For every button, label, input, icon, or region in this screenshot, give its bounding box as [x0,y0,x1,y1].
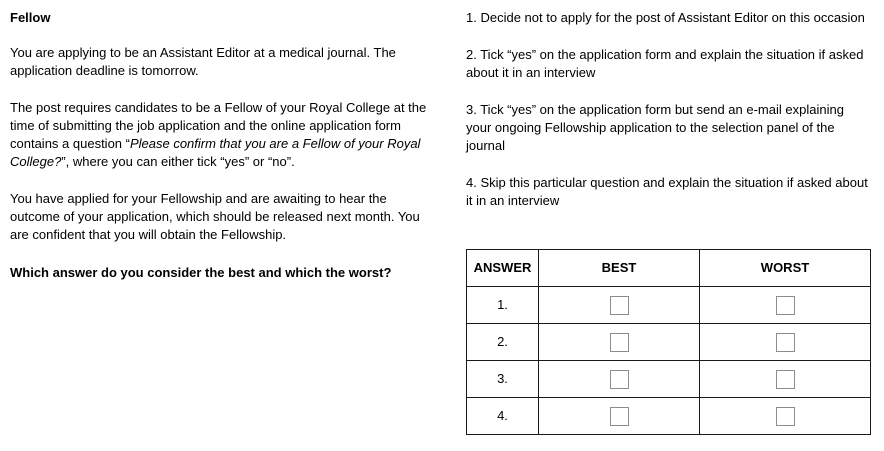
answer-number: 3. [467,361,539,398]
header-answer: ANSWER [467,250,539,287]
scenario-paragraph-2-start: The post requires candidates to be a Fellow of your Royal College at the time of submitting the job application and the online application form contains a question “ [10,100,427,151]
table-row [467,398,871,435]
best-checkbox-3[interactable] [610,370,629,389]
answer-table-header [467,250,871,287]
answer-number: 2. [467,324,539,361]
scenario-paragraph-3: You have applied for your Fellowship and are awaiting to hear the outcome of your application, which should be released next month. You are confident that you will obtain the Fellowship. [10,191,420,242]
worst-checkbox-1[interactable] [776,296,795,315]
answer-table [466,249,871,435]
worst-cell [700,398,871,435]
header-best: BEST [539,250,700,287]
worst-checkbox-2[interactable] [776,333,795,352]
scenario-paragraph-2-end: ”, where you can either tick “yes” or “no”. [61,154,295,169]
option-1: 1. Decide not to apply for the post of Assistant Editor on this occasion [466,10,865,25]
best-checkbox-2[interactable] [610,333,629,352]
question-prompt: Which answer do you consider the best and which the worst? [10,265,392,280]
scenario-paragraph-2-quote: Please confirm that you are a Fellow of your Royal College? [10,136,421,169]
header-worst: WORST [700,250,871,287]
best-checkbox-1[interactable] [610,296,629,315]
option-4: 4. Skip this particular question and explain the situation if asked about it in an interview [466,175,868,208]
option-3: 3. Tick “yes” on the application form but send an e-mail explaining your ongoing Fellowship application to the selection panel of the journal [466,102,844,153]
answer-number: 1. [467,287,539,324]
table-row [467,324,871,361]
best-cell [539,287,700,324]
options-panel [466,9,872,210]
answer-number: 4. [467,398,539,435]
scenario-panel [10,9,430,282]
worst-checkbox-4[interactable] [776,407,795,426]
best-cell [539,324,700,361]
best-cell [539,398,700,435]
scenario-title: Fellow [10,10,51,25]
table-row [467,287,871,324]
option-2: 2. Tick “yes” on the application form and explain the situation if asked about it in an interview [466,47,864,80]
scenario-paragraph-1: You are applying to be an Assistant Editor at a medical journal. The application deadline is tomorrow. [10,45,396,78]
table-row [467,361,871,398]
worst-cell [700,361,871,398]
best-checkbox-4[interactable] [610,407,629,426]
scenario-paragraph-2 [10,99,430,171]
worst-checkbox-3[interactable] [776,370,795,389]
best-cell [539,361,700,398]
worst-cell [700,287,871,324]
worst-cell [700,324,871,361]
